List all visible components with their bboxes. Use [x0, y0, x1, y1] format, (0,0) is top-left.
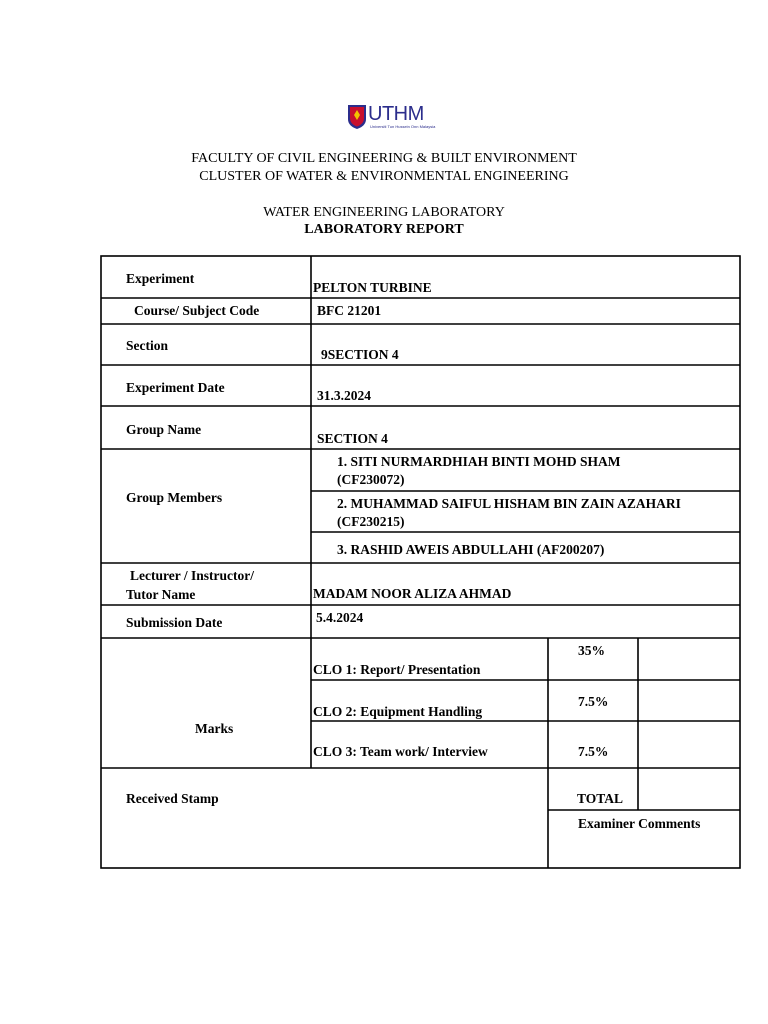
submission-date-label: Submission Date — [126, 615, 223, 630]
marks-label: Marks — [195, 721, 234, 736]
lecturer-label-line1: Lecturer / Instructor/ — [130, 568, 254, 583]
member-2-id: (CF230215) — [337, 514, 405, 529]
clo-1-percent: 35% — [578, 643, 605, 658]
group-name-label: Group Name — [126, 422, 202, 437]
examiner-comments-label: Examiner Comments — [578, 816, 701, 831]
course-label: Course/ Subject Code — [134, 303, 260, 318]
clo-3-percent: 7.5% — [578, 744, 609, 759]
lecturer-label-line2: Tutor Name — [126, 587, 196, 602]
group-name-value: SECTION 4 — [317, 431, 388, 446]
submission-date-value: 5.4.2024 — [316, 610, 364, 625]
experiment-date-label: Experiment Date — [126, 380, 225, 395]
clo-3-label: CLO 3: Team work/ Interview — [313, 744, 488, 759]
report-heading: LABORATORY REPORT — [304, 222, 464, 237]
total-label: TOTAL — [577, 791, 624, 806]
experiment-date-value: 31.3.2024 — [317, 388, 371, 403]
faculty-heading: FACULTY OF CIVIL ENGINEERING & BUILT ENVIRONMENT — [191, 151, 577, 166]
member-1-name: 1. SITI NURMARDHIAH BINTI MOHD SHAM — [337, 454, 621, 469]
course-value: BFC 21201 — [317, 303, 382, 318]
section-value: 9SECTION 4 — [321, 347, 399, 362]
clo-2-label: CLO 2: Equipment Handling — [313, 704, 483, 719]
member-2-name: 2. MUHAMMAD SAIFUL HISHAM BIN ZAIN AZAHARI — [337, 496, 681, 511]
member-1-id: (CF230072) — [337, 472, 405, 487]
group-members-label: Group Members — [126, 490, 223, 505]
clo-1-label: CLO 1: Report/ Presentation — [313, 662, 481, 677]
lab-heading: WATER ENGINEERING LABORATORY — [263, 205, 505, 220]
logo-tagline: Universiti Tun Hussein Onn Malaysia — [370, 124, 436, 129]
logo-wordmark: UTHM — [368, 103, 424, 125]
section-label: Section — [126, 338, 168, 353]
received-stamp-label: Received Stamp — [126, 791, 219, 806]
member-3-name: 3. RASHID AWEIS ABDULLAHI (AF200207) — [337, 542, 605, 557]
cluster-heading: CLUSTER OF WATER & ENVIRONMENTAL ENGINEERING — [199, 169, 569, 184]
clo-2-percent: 7.5% — [578, 694, 609, 709]
lecturer-value: MADAM NOOR ALIZA AHMAD — [313, 586, 512, 601]
experiment-label: Experiment — [126, 271, 195, 286]
experiment-value: PELTON TURBINE — [313, 280, 432, 295]
